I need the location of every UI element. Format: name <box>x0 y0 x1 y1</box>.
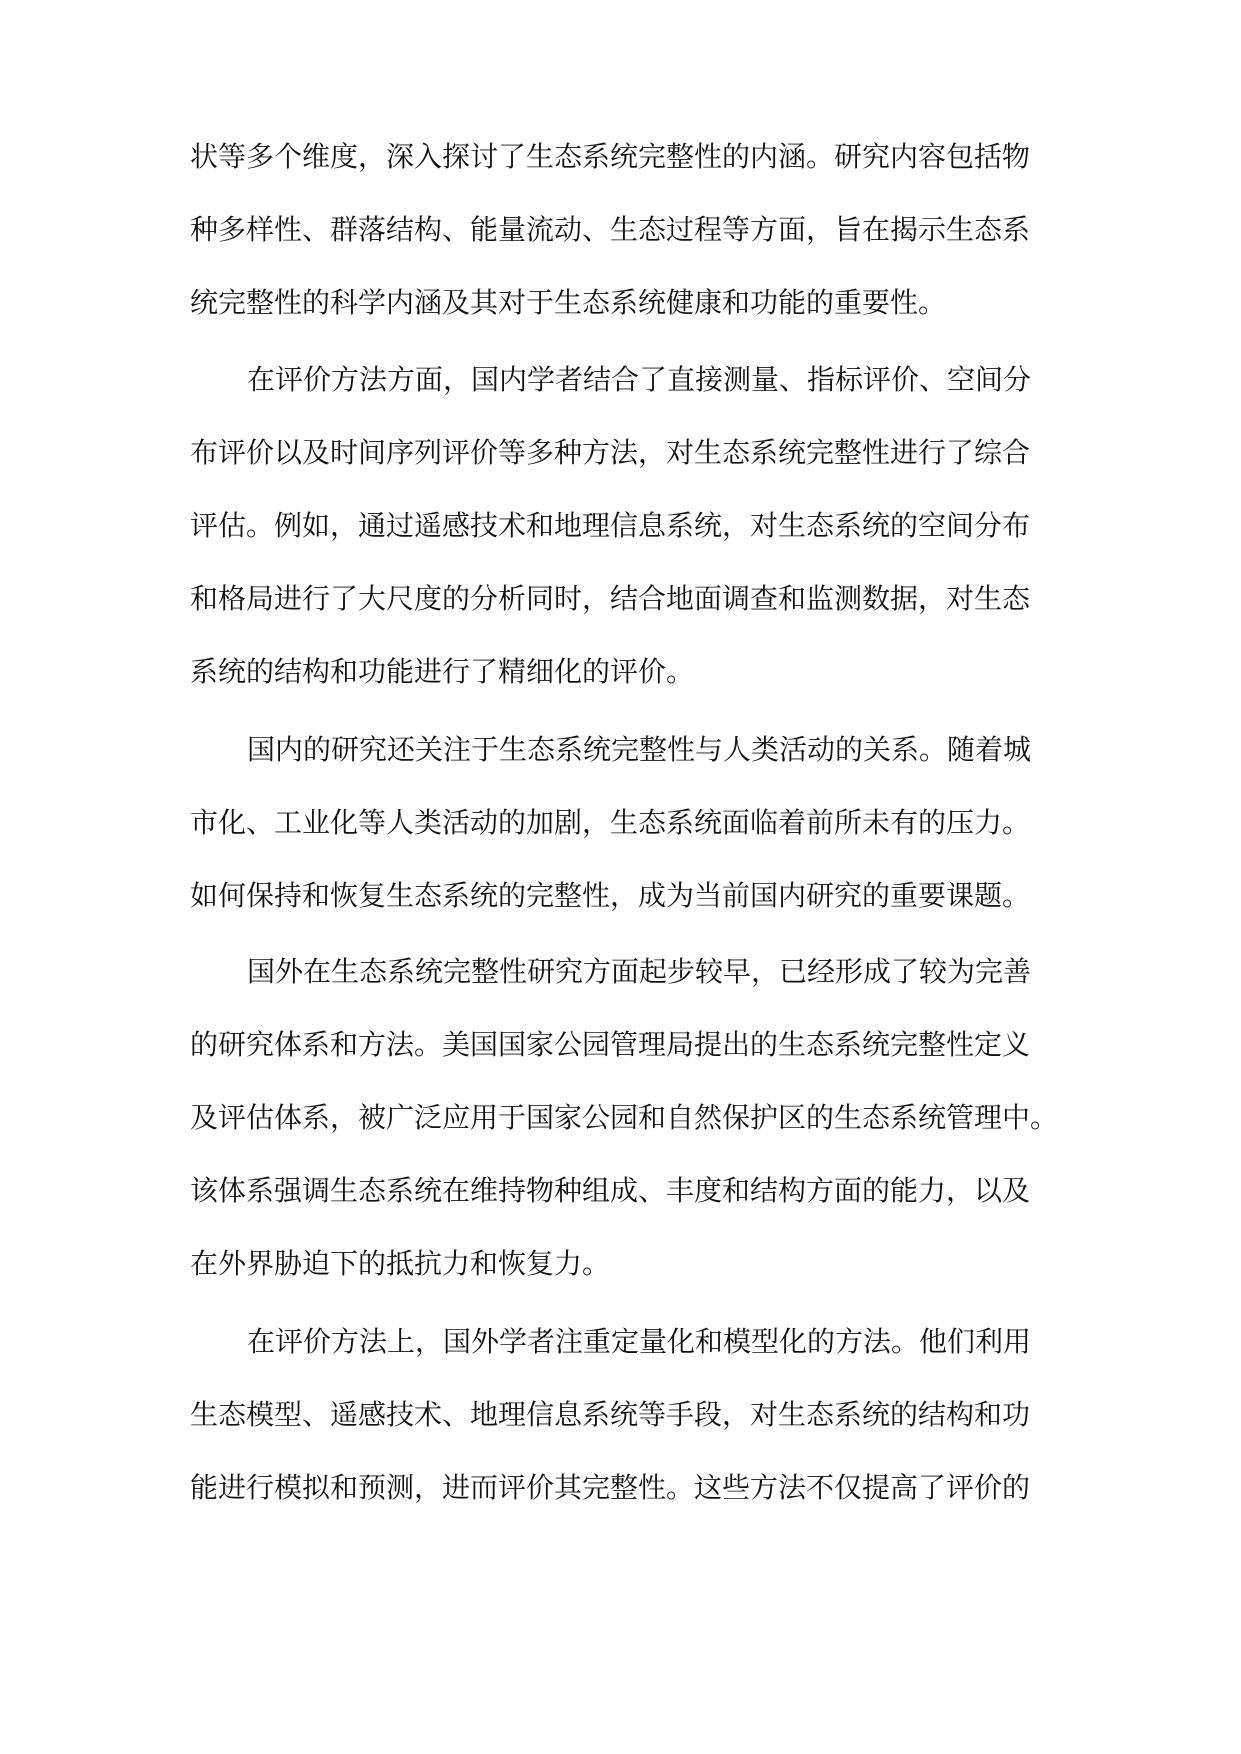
text-line: 和格局进行了大尺度的分析同时，结合地面调查和监测数据，对生态 <box>190 582 1031 615</box>
text-line: 如何保持和恢复生态系统的完整性，成为当前国内研究的重要课题。 <box>190 879 1031 912</box>
paragraph-first-line: 在评价方法方面，国内学者结合了直接测量、指标评价、空间分 <box>247 363 1032 396</box>
text-line: 该体系强调生态系统在维持物种组成、丰度和结构方面的能力，以及 <box>190 1174 1031 1207</box>
text-line: 生态模型、遥感技术、地理信息系统等手段，对生态系统的结构和功 <box>190 1398 1031 1431</box>
paragraph-first-line: 在评价方法上，国外学者注重定量化和模型化的方法。他们利用 <box>247 1325 1032 1358</box>
text-line: 布评价以及时间序列评价等多种方法，对生态系统完整性进行了综合 <box>190 436 1031 469</box>
text-line: 统完整性的科学内涵及其对于生态系统健康和功能的重要性。 <box>190 286 947 319</box>
paragraph-first-line: 国外在生态系统完整性研究方面起步较早，已经形成了较为完善 <box>247 955 1032 988</box>
text-line: 种多样性、群落结构、能量流动、生态过程等方面，旨在揭示生态系 <box>190 213 1031 246</box>
text-line: 的研究体系和方法。美国国家公园管理局提出的生态系统完整性定义 <box>190 1028 1031 1061</box>
text-line: 能进行模拟和预测，进而评价其完整性。这些方法不仅提高了评价的 <box>190 1471 1031 1504</box>
text-line: 评估。例如，通过遥感技术和地理信息系统，对生态系统的空间分布 <box>190 509 1031 542</box>
text-line: 及评估体系，被广泛应用于国家公园和自然保护区的生态系统管理中。 <box>190 1101 1059 1134</box>
text-line: 市化、工业化等人类活动的加剧，生态系统面临着前所未有的压力。 <box>190 806 1031 839</box>
paragraph-first-line: 国内的研究还关注于生态系统完整性与人类活动的关系。随着城 <box>247 733 1032 766</box>
text-line: 系统的结构和功能进行了精细化的评价。 <box>190 655 695 688</box>
text-line: 状等多个维度，深入探讨了生态系统完整性的内涵。研究内容包括物 <box>190 140 1031 173</box>
text-line: 在外界胁迫下的抵抗力和恢复力。 <box>190 1247 611 1280</box>
